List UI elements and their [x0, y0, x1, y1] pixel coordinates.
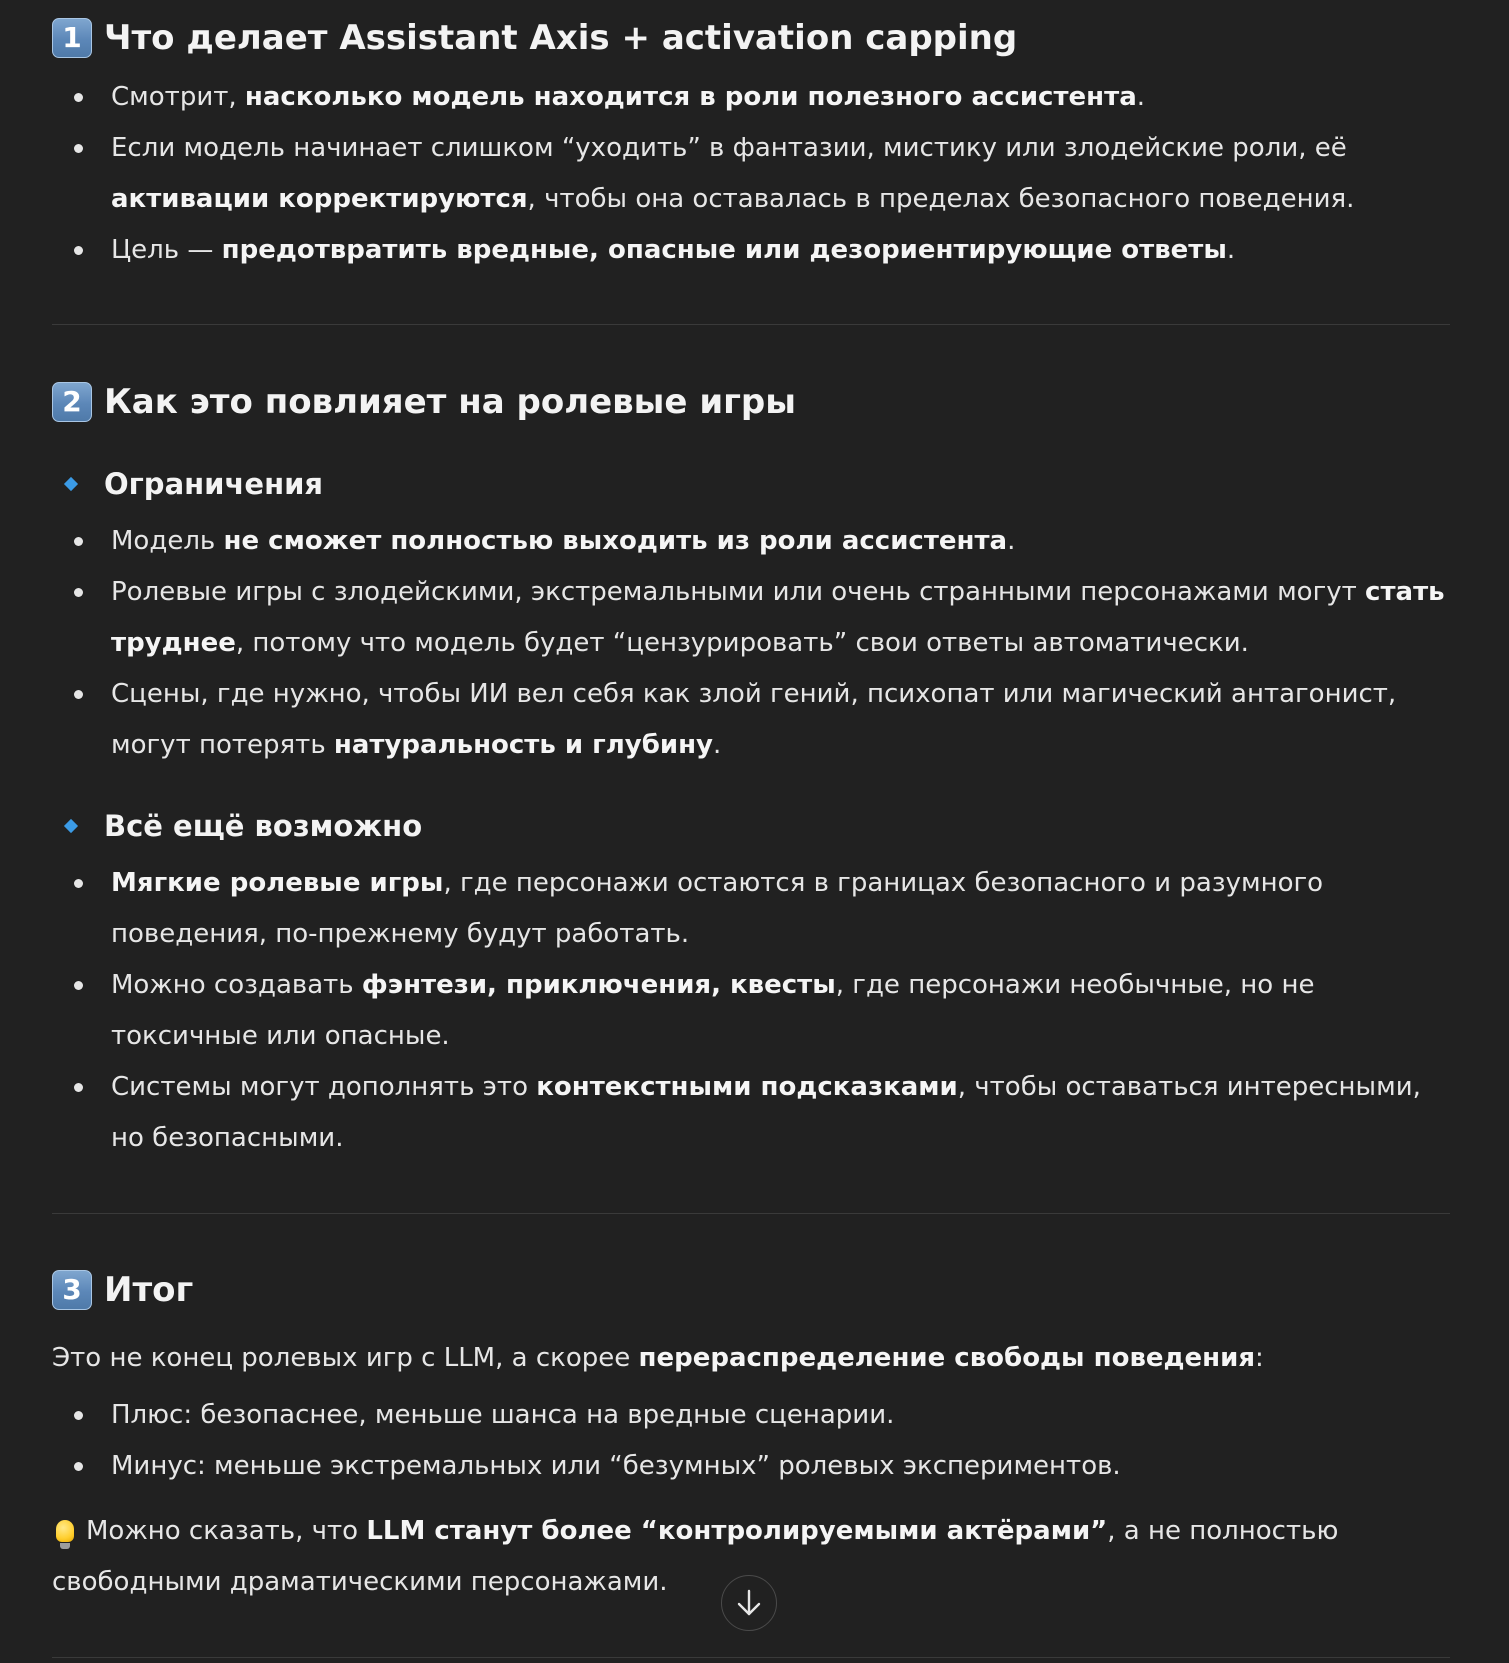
- list-item: Минус: меньше экстремальных или “безумных” ролевых экспериментов.: [52, 1441, 1450, 1492]
- list-item: Мягкие ролевые игры, где персонажи остаются в границах безопасного и разумного поведения, по-прежнему будут работать.: [52, 858, 1450, 960]
- section-title: Что делает Assistant Axis + activation capping: [104, 18, 1018, 58]
- section-3-heading: [52, 1268, 193, 1312]
- list-item: Цель — предотвратить вредные, опасные или дезориентирующие ответы.: [52, 225, 1450, 276]
- limitations-list: [52, 516, 1450, 771]
- list-item: Плюс: безопаснее, меньше шанса на вредные сценарии.: [52, 1390, 1450, 1441]
- keycap-digit-icon: 1: [52, 18, 92, 58]
- scroll-to-bottom-button[interactable]: [721, 1575, 777, 1631]
- divider: [52, 1213, 1450, 1214]
- keycap-digit-icon: 2: [52, 382, 92, 422]
- list-item: Если модель начинает слишком “уходить” в фантазии, мистику или злодейские роли, её активации корректируются, чтобы она оставалась в пределах безопасного поведения.: [52, 123, 1450, 225]
- possible-list: [52, 858, 1450, 1164]
- list-item: Модель не сможет полностью выходить из роли ассистента.: [52, 516, 1450, 567]
- divider: [52, 1657, 1450, 1658]
- section-title: Итог: [104, 1270, 194, 1310]
- section-title: Как это повлияет на ролевые игры: [104, 382, 796, 422]
- subheading-limitations: Ограничения: [52, 464, 323, 504]
- list-item: Ролевые игры с злодейскими, экстремальными или очень странными персонажами могут стать труднее, потому что модель будет “цензурировать” свои ответы автоматически.: [52, 567, 1450, 669]
- summary-intro: Это не конец ролевых игр с LLM, а скорее перераспределение свободы поведения:: [52, 1343, 1264, 1373]
- list-item: Сцены, где нужно, чтобы ИИ вел себя как злой гений, психопат или магический антагонист, могут потерять натуральность и глубину.: [52, 669, 1450, 771]
- list-item: Можно создавать фэнтези, приключения, квесты, где персонажи необычные, но не токсичные или опасные.: [52, 960, 1450, 1062]
- light-bulb-icon: [56, 1520, 74, 1542]
- divider: [52, 324, 1450, 325]
- list-item: Смотрит, насколько модель находится в роли полезного ассистента.: [52, 72, 1450, 123]
- small-blue-diamond-icon: [64, 477, 78, 491]
- keycap-digit-icon: 3: [52, 1270, 92, 1310]
- section-2-heading: [52, 380, 796, 424]
- list-item: Системы могут дополнять это контекстными подсказками, чтобы оставаться интересными, но безопасными.: [52, 1062, 1450, 1164]
- section-1-heading: [52, 16, 1017, 60]
- summary-list: [52, 1390, 1450, 1492]
- small-blue-diamond-icon: [64, 819, 78, 833]
- conclusion: Можно сказать, что LLM станут более “контролируемыми актёрами”, а не полностью свободными драматическими персонажами.: [52, 1516, 1339, 1597]
- arrow-down-icon: [736, 1588, 762, 1618]
- section-1-list: [52, 72, 1450, 276]
- subheading-still-possible: Всё ещё возможно: [52, 806, 422, 846]
